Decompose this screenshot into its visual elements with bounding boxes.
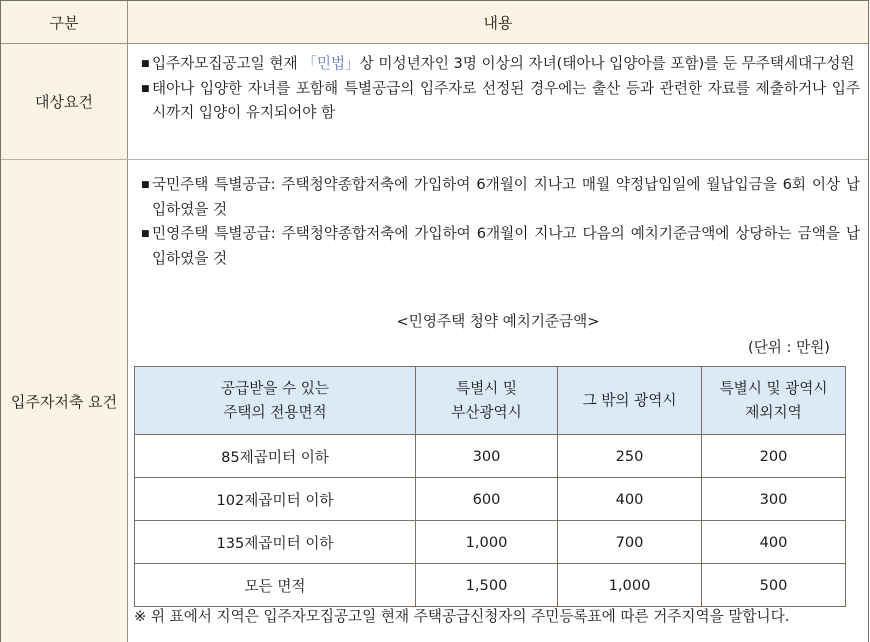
target-bullet-1-post: 상 미성년자인 3명 이상의 자녀(태아나 입양아를 포함)를 둔 무주택세대구성원: [359, 55, 855, 72]
table-cell: 1,000: [558, 564, 702, 607]
target-bullet-1-pre: 입주자모집공고일 현재: [152, 55, 303, 72]
table-cell: 85제곱미터 이하: [135, 435, 416, 478]
column-header-area: [135, 367, 416, 435]
table-cell: 500: [702, 564, 846, 607]
column-header-other-regions-line1: 특별시 및 광역시: [719, 379, 828, 397]
savings-bullet-2: [138, 222, 860, 271]
table-row: [135, 435, 846, 478]
savings-bullet-1-text: 국민주택 특별공급: 주택청약종합저축에 가입하여 6개월이 지나고 매월 약정납입일에 월납입금을 6회 이상 납입하였을 것: [152, 176, 860, 218]
region-footnote: ※ 위 표에서 지역은 입주자모집공고일 현재 주택공급신청자의 주민등록표에 따른 거주지역을 말합니다.: [134, 608, 790, 625]
table-cell: 모든 면적: [135, 564, 416, 607]
table-cell: 1,000: [416, 521, 558, 564]
table-cell: 200: [702, 435, 846, 478]
target-label: 대상요건: [1, 44, 128, 159]
deposit-table-header-row: [135, 367, 846, 435]
table-cell: 600: [416, 478, 558, 521]
square-bullet-icon: ■: [141, 180, 150, 190]
savings-bullet-2-text: 민영주택 특별공급: 주택청약종합저축에 가입하여 6개월이 지나고 다음의 예치기준금액에 상당하는 금액을 납입하였을 것: [152, 225, 860, 267]
table-cell: 1,500: [416, 564, 558, 607]
savings-content: [128, 160, 868, 642]
table-row: [135, 521, 846, 564]
target-requirements-row: [1, 44, 868, 160]
deposit-table-title: <민영주택 청약 예치기준금액>: [396, 313, 600, 330]
column-header-other-metro-line1: 그 밖의 광역시: [582, 391, 677, 409]
header-content: 내용: [483, 13, 513, 32]
table-cell: 102제곱미터 이하: [135, 478, 416, 521]
column-header-other-regions-line2: 제외지역: [745, 403, 802, 421]
deposit-amount-table: [134, 366, 846, 607]
civil-law-highlight: 「민법」: [302, 55, 360, 72]
column-header-seoul-busan-line2: 부산광역시: [451, 403, 522, 421]
column-header-other-regions: [702, 367, 846, 435]
table-cell: 400: [702, 521, 846, 564]
column-header-seoul-busan: [416, 367, 558, 435]
savings-requirements-row: [1, 160, 868, 642]
table-row: [135, 478, 846, 521]
header-category: 구분: [1, 1, 128, 43]
table-cell: 250: [558, 435, 702, 478]
target-content: [128, 44, 868, 159]
target-bullet-2-text: 태아나 입양한 자녀를 포함해 특별공급의 입주자로 선정된 경우에는 출산 등과 관련한 자료를 제출하거나 입주시까지 입양이 유지되어야 함: [152, 79, 860, 121]
target-bullets: [138, 52, 860, 126]
table-cell: 700: [558, 521, 702, 564]
column-header-seoul-busan-line1: 특별시 및: [455, 379, 518, 397]
target-bullet-1: [138, 52, 860, 77]
column-header-area-line1: 공급받을 수 있는: [221, 379, 329, 397]
square-bullet-icon: ■: [141, 229, 150, 239]
square-bullet-icon: ■: [141, 59, 150, 69]
column-header-area-line2: 주택의 전용면적: [223, 403, 327, 421]
savings-bullet-1: [138, 173, 860, 222]
savings-bullets: [138, 173, 860, 271]
table-cell: 300: [416, 435, 558, 478]
table-header: [1, 0, 868, 44]
deposit-table-unit: (단위 : 만원): [748, 339, 830, 356]
table-cell: 135제곱미터 이하: [135, 521, 416, 564]
square-bullet-icon: ■: [141, 83, 150, 94]
table-cell: 300: [702, 478, 846, 521]
target-bullet-2: [138, 77, 860, 126]
table-row: [135, 564, 846, 607]
column-header-other-metro: [558, 367, 702, 435]
table-cell: 400: [558, 478, 702, 521]
savings-label: 입주자저축 요건: [1, 160, 128, 642]
